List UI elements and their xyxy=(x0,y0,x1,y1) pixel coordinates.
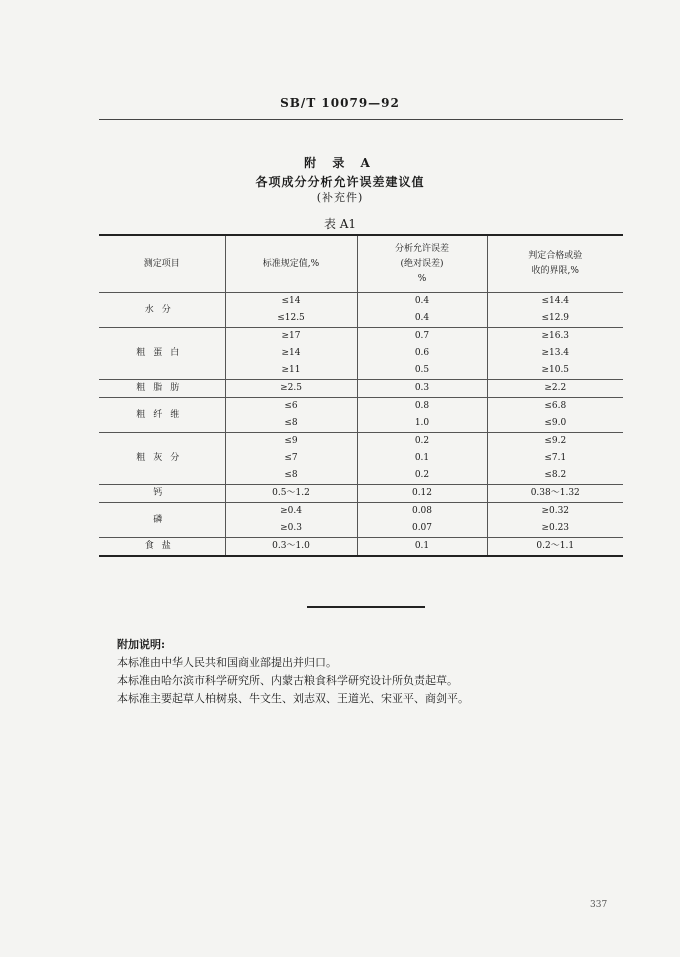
section-divider xyxy=(307,606,425,608)
row-err-value: 0.4 xyxy=(414,296,430,306)
row-err-value: 0.6 xyxy=(414,348,430,358)
row-limit-value: ≥13.4 xyxy=(541,348,570,358)
row-limit-cell xyxy=(487,398,623,433)
row-err-cell xyxy=(357,538,487,557)
note-line-3: 本标准主要起草人柏树泉、牛文生、刘志双、王道光、宋亚平、商剑平。 xyxy=(117,692,469,705)
row-err-value: 0.2 xyxy=(414,470,430,480)
row-limit-cell xyxy=(487,433,623,485)
row-limit-value: ≤14.4 xyxy=(541,296,570,306)
table-row xyxy=(99,485,623,503)
row-limit-cell xyxy=(487,538,623,557)
row-limit-cell xyxy=(487,328,623,380)
notes-heading: 附加说明: xyxy=(117,638,166,651)
row-limit-value: ≥2.2 xyxy=(544,383,567,393)
row-item-name: 食盐 xyxy=(99,538,225,557)
row-std-value: ≤8 xyxy=(284,418,298,428)
table-label: 表 A1 xyxy=(323,217,357,231)
row-limit-value: 0.2～1.1 xyxy=(536,541,575,551)
row-std-value: ≤6 xyxy=(284,401,298,411)
row-std-value: ≤9 xyxy=(284,436,298,446)
row-err-cell xyxy=(357,398,487,433)
row-std-cell xyxy=(225,380,357,398)
row-err-value: 0.12 xyxy=(411,488,433,498)
page-number: 337 xyxy=(590,900,608,910)
row-std-cell xyxy=(225,433,357,485)
row-err-value: 0.07 xyxy=(411,523,433,533)
row-err-value: 0.8 xyxy=(414,401,430,411)
header-error-line3: % xyxy=(417,273,427,284)
row-limit-cell xyxy=(487,293,623,328)
row-limit-cell xyxy=(487,503,623,538)
row-limit-value: ≤9.2 xyxy=(544,436,567,446)
table-row xyxy=(99,328,623,380)
row-limit-value: ≥0.32 xyxy=(541,506,570,516)
row-std-value: ≥0.3 xyxy=(280,523,302,533)
row-std-value: ≤8 xyxy=(284,470,298,480)
header-rule xyxy=(99,119,623,120)
row-limit-value: ≤8.2 xyxy=(544,470,567,480)
header-limit-line1: 判定合格或验 xyxy=(528,251,583,261)
row-std-cell xyxy=(225,398,357,433)
appendix-title: 各项成分分析允许误差建议值 xyxy=(255,175,425,189)
document-header: SB/T 10079—92 xyxy=(280,96,400,110)
row-std-value: ≥17 xyxy=(281,331,301,341)
header-error xyxy=(357,235,487,293)
table-row xyxy=(99,293,623,328)
row-limit-value: ≤7.1 xyxy=(544,453,567,463)
table-row xyxy=(99,433,623,485)
row-item-name: 水分 xyxy=(99,293,225,328)
header-limit-line2: 收的界限,% xyxy=(531,266,579,276)
row-limit-cell xyxy=(487,380,623,398)
row-err-value: 0.7 xyxy=(414,331,430,341)
row-std-value: ≤12.5 xyxy=(277,313,305,323)
appendix-label: 附 录 A xyxy=(304,156,376,170)
row-std-value: ≥14 xyxy=(281,348,301,358)
row-std-value: 0.3～1.0 xyxy=(272,541,310,551)
row-item-name: 粗脂肪 xyxy=(99,380,225,398)
note-line-1: 本标准由中华人民共和国商业部提出并归口。 xyxy=(117,656,337,669)
header-error-line2: (绝对误差) xyxy=(400,258,444,269)
note-line-2: 本标准由哈尔滨市科学研究所、内蒙古粮食科学研究设计所负责起草。 xyxy=(117,674,458,687)
row-err-cell xyxy=(357,503,487,538)
row-limit-value: 0.38～1.32 xyxy=(530,488,580,498)
row-std-cell xyxy=(225,328,357,380)
row-limit-cell xyxy=(487,485,623,503)
header-standard: 标准规定值,% xyxy=(225,235,357,293)
row-std-value: ≤7 xyxy=(284,453,298,463)
row-std-cell xyxy=(225,503,357,538)
row-item-name: 磷 xyxy=(99,503,225,538)
row-std-value: ≥0.4 xyxy=(280,506,302,516)
row-err-cell xyxy=(357,328,487,380)
table-row xyxy=(99,503,623,538)
row-item-name: 粗灰分 xyxy=(99,433,225,485)
row-std-value: ≥2.5 xyxy=(280,383,302,393)
row-err-value: 0.3 xyxy=(414,383,430,393)
header-item: 测定项目 xyxy=(99,235,225,293)
row-limit-value: ≥0.23 xyxy=(541,523,570,533)
row-std-value: 0.5～1.2 xyxy=(272,488,310,498)
table-row xyxy=(99,380,623,398)
header-error-line1: 分析允许误差 xyxy=(394,243,449,254)
row-err-cell xyxy=(357,293,487,328)
error-table xyxy=(99,234,623,557)
row-limit-value: ≥16.3 xyxy=(541,331,570,341)
row-item-name: 粗纤维 xyxy=(99,398,225,433)
row-err-value: 1.0 xyxy=(414,418,430,428)
header-limit xyxy=(487,235,623,293)
row-err-cell xyxy=(357,485,487,503)
row-err-cell xyxy=(357,380,487,398)
row-err-value: 0.1 xyxy=(414,541,430,551)
appendix-subtitle: (补充件) xyxy=(316,191,364,204)
row-item-name: 钙 xyxy=(99,485,225,503)
row-err-value: 0.4 xyxy=(414,313,430,323)
row-std-cell xyxy=(225,293,357,328)
row-err-value: 0.08 xyxy=(411,506,433,516)
table-row xyxy=(99,538,623,557)
row-limit-value: ≤12.9 xyxy=(541,313,570,323)
row-err-cell xyxy=(357,433,487,485)
row-limit-value: ≤6.8 xyxy=(544,401,567,411)
row-std-value: ≥11 xyxy=(281,365,301,375)
row-std-cell xyxy=(225,485,357,503)
row-limit-value: ≤9.0 xyxy=(544,418,567,428)
row-err-value: 0.5 xyxy=(414,365,430,375)
row-item-name: 粗蛋白 xyxy=(99,328,225,380)
row-limit-value: ≥10.5 xyxy=(541,365,570,375)
table-header-row xyxy=(99,235,623,293)
table-row xyxy=(99,398,623,433)
row-err-value: 0.2 xyxy=(414,436,430,446)
row-err-value: 0.1 xyxy=(414,453,430,463)
row-std-value: ≤14 xyxy=(281,296,301,306)
row-std-cell xyxy=(225,538,357,557)
